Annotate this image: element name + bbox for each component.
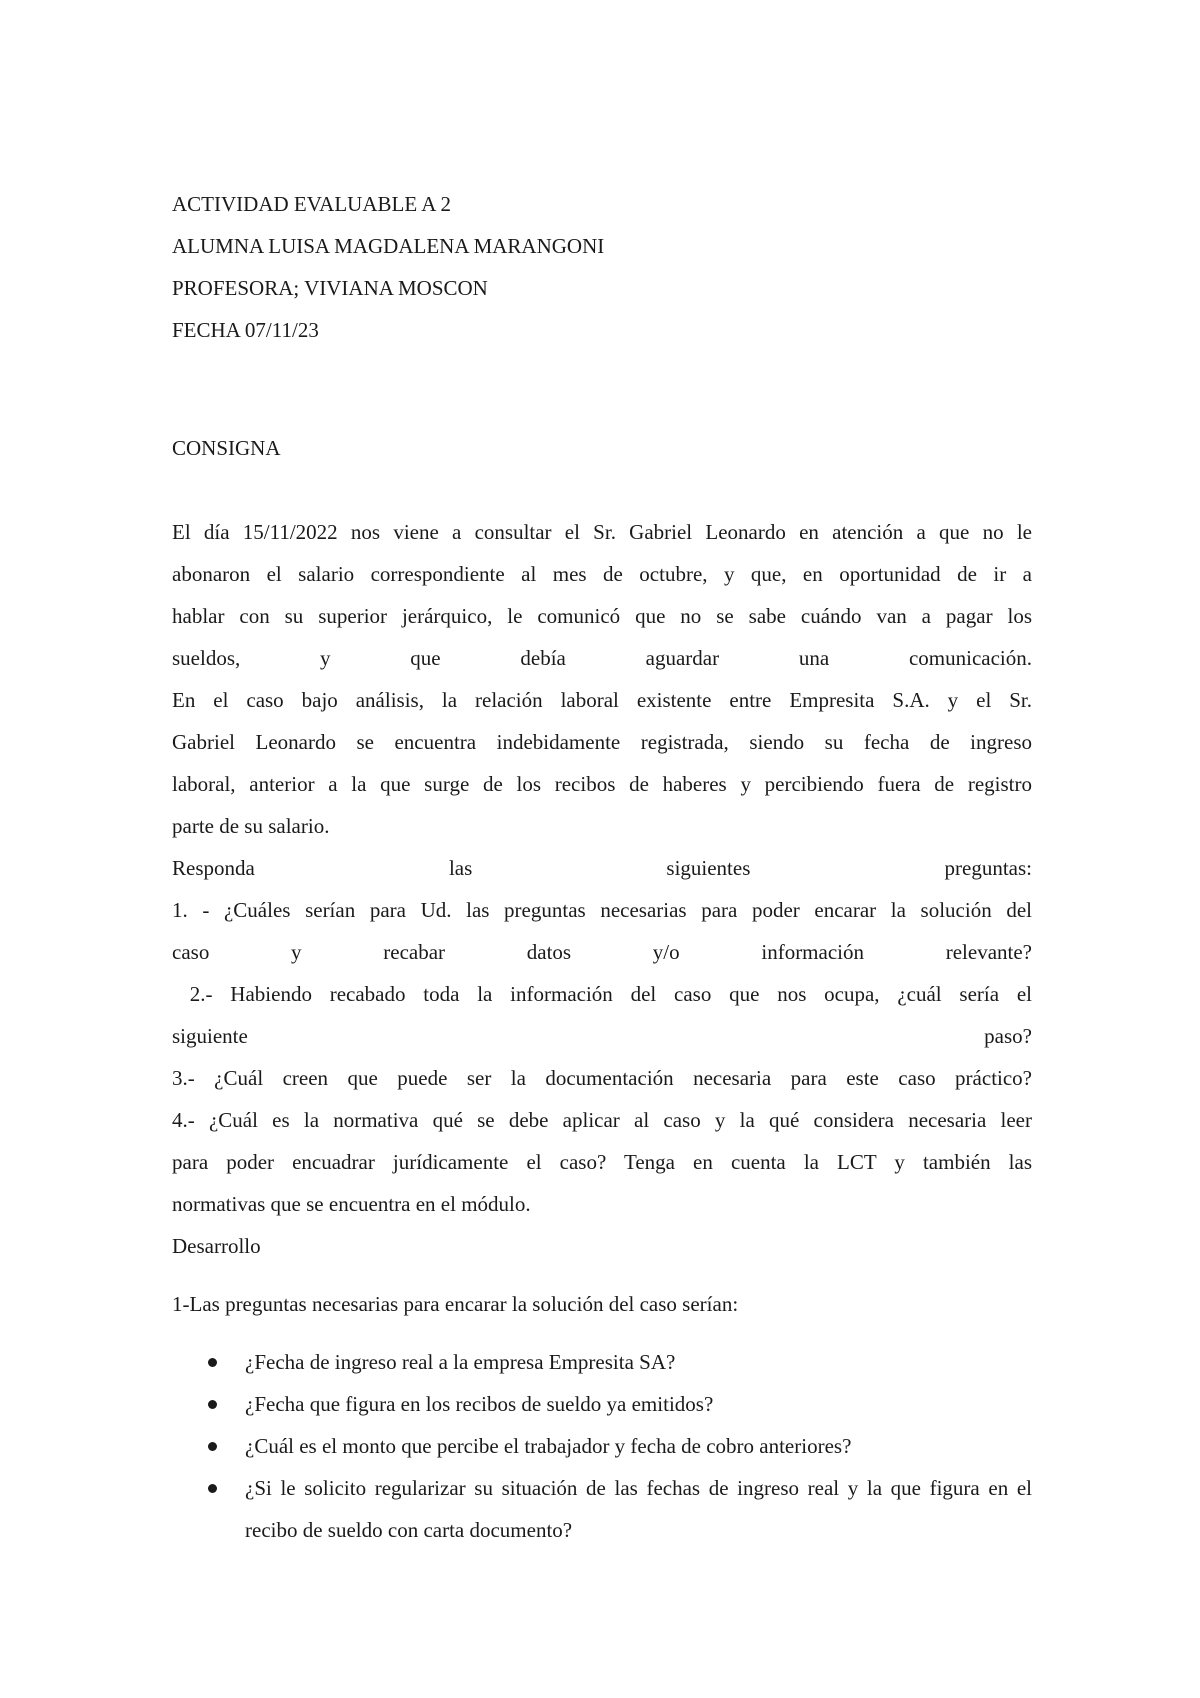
consigna-line: Responda las siguientes preguntas:	[172, 856, 1032, 880]
consigna-line: hablar con su superior jerárquico, le comunicó que no se sabe cuándo van a pagar los	[172, 604, 1032, 628]
question-line: caso y recabar datos y/o información relevante?	[172, 940, 1032, 964]
consigna-line: El día 15/11/2022 nos viene a consultar el Sr. Gabriel Leonardo en atención a que no le	[172, 520, 1032, 544]
list-item-text: ¿Si le solicito regularizar su situación de las fechas de ingreso real y la que figura en el recibo de sueldo con carta documento?	[245, 1476, 1032, 1542]
spacer	[172, 1325, 1032, 1341]
list-item-text: ¿Fecha de ingreso real a la empresa Empresita SA?	[245, 1350, 676, 1374]
student-name: ALUMNA LUISA MAGDALENA MARANGONI	[172, 234, 605, 258]
consigna-heading: CONSIGNA	[172, 436, 281, 460]
question-line: 1. - ¿Cuáles serían para Ud. las preguntas necesarias para poder encarar la solución del	[172, 898, 1032, 922]
bullet-icon	[208, 1400, 217, 1409]
question-list	[172, 1341, 1032, 1551]
list-item	[172, 1383, 1032, 1425]
question-line: siguiente paso?	[172, 1024, 1032, 1048]
document-content	[172, 183, 1032, 1551]
spacer	[172, 1267, 1032, 1283]
spacer	[172, 469, 1032, 511]
consigna-line: En el caso bajo análisis, la relación laboral existente entre Empresita S.A. y el Sr.	[172, 688, 1032, 712]
consigna-line: laboral, anterior a la que surge de los recibos de haberes y percibiendo fuera de registro	[172, 772, 1032, 796]
question-line: 3.- ¿Cuál creen que puede ser la documentación necesaria para este caso práctico?	[172, 1066, 1032, 1090]
list-item-text: ¿Fecha que figura en los recibos de sueldo ya emitidos?	[245, 1392, 714, 1416]
list-item	[172, 1341, 1032, 1383]
document-date: FECHA 07/11/23	[172, 318, 319, 342]
activity-title: ACTIVIDAD EVALUABLE A 2	[172, 192, 452, 216]
consigna-line: abonaron el salario correspondiente al mes de octubre, y que, en oportunidad de ir a	[172, 562, 1032, 586]
bullet-icon	[208, 1442, 217, 1451]
question-line: para poder encuadrar jurídicamente el caso? Tenga en cuenta la LCT y también las	[172, 1150, 1032, 1174]
bullet-icon	[208, 1358, 217, 1367]
list-item	[172, 1467, 1032, 1551]
consigna-line: sueldos, y que debía aguardar una comunicación.	[172, 646, 1032, 670]
question-line: normativas que se encuentra en el módulo.	[172, 1192, 531, 1216]
question-line: 4.- ¿Cuál es la normativa qué se debe aplicar al caso y la qué considera necesaria leer	[172, 1108, 1032, 1132]
desarrollo-heading: Desarrollo	[172, 1234, 261, 1258]
consigna-line: Gabriel Leonardo se encuentra indebidamente registrada, siendo su fecha de ingreso	[172, 730, 1032, 754]
question-line: 2.- Habiendo recabado toda la información del caso que nos ocupa, ¿cuál sería el	[172, 982, 1032, 1006]
bullet-icon	[208, 1484, 217, 1493]
consigna-line: parte de su salario.	[172, 814, 330, 838]
spacer	[172, 351, 1032, 427]
list-item-text: ¿Cuál es el monto que percibe el trabajador y fecha de cobro anteriores?	[245, 1434, 852, 1458]
list-item	[172, 1425, 1032, 1467]
desarrollo-intro: 1-Las preguntas necesarias para encarar la solución del caso serían:	[172, 1292, 739, 1316]
teacher-name: PROFESORA; VIVIANA MOSCON	[172, 276, 488, 300]
